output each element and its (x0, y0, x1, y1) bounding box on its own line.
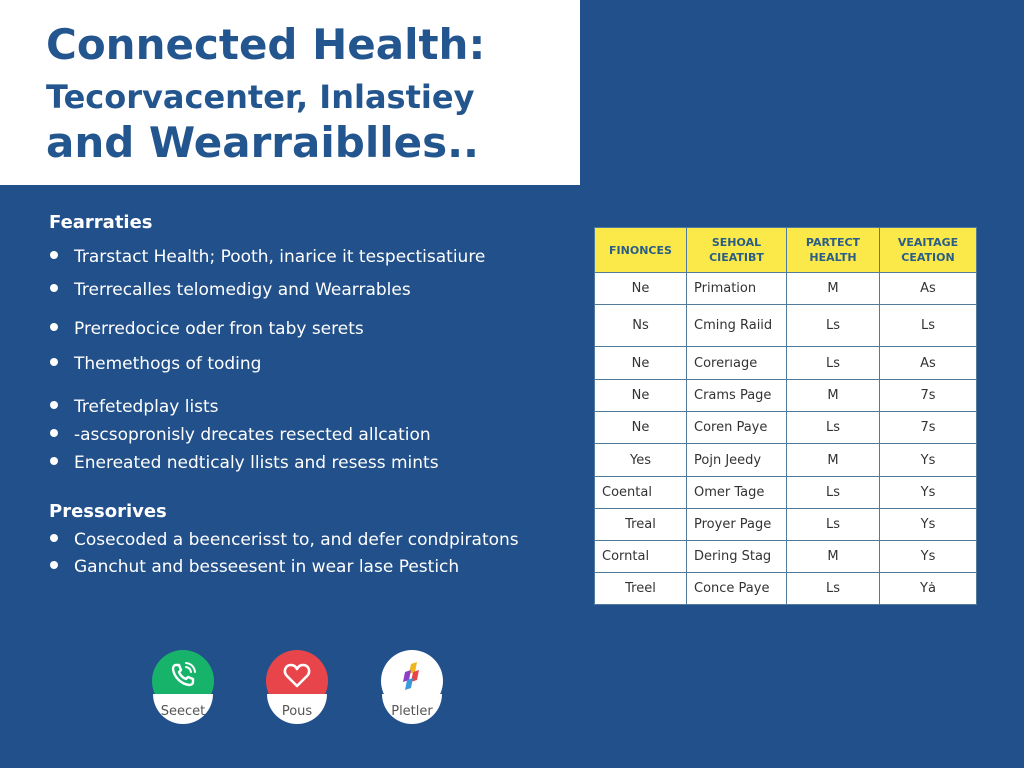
table-cell: Conce Paye (687, 573, 787, 605)
title-panel (0, 0, 580, 185)
bullet-icon (50, 429, 58, 437)
phone-app-button[interactable] (151, 650, 215, 728)
table-cell: Ne (595, 412, 687, 444)
table-cell: M (787, 273, 880, 305)
table-row (595, 305, 977, 347)
table-cell: Coental (595, 477, 687, 509)
feature-item: Themethogs of toding (50, 354, 261, 374)
table-cell: Crams Page (687, 380, 787, 412)
heart-icon (282, 660, 312, 690)
feature-item: Trefetedplay lists (50, 397, 219, 417)
page-title: Connected Health: (46, 20, 486, 69)
table-cell: Ne (595, 273, 687, 305)
heart-app-button[interactable] (265, 650, 329, 728)
app-label: Seecet (153, 694, 213, 724)
table-cell: Proyer Page (687, 509, 787, 541)
feature-item: Prerredocice oder fron taby serets (50, 319, 364, 339)
bullet-icon (50, 561, 58, 569)
wearable-icon (397, 660, 427, 694)
table-row (595, 347, 977, 380)
table-cell: Ls (880, 305, 977, 347)
table-cell: Ns (595, 305, 687, 347)
table-cell: Ls (787, 477, 880, 509)
table-header-row (595, 228, 977, 273)
table-cell: Ys (880, 509, 977, 541)
table-cell: Ls (787, 305, 880, 347)
bullet-icon (50, 323, 58, 331)
table-cell: Ys (880, 541, 977, 573)
table-row (595, 380, 977, 412)
table-cell: Pojn Jeedy (687, 444, 787, 477)
table-cell: M (787, 380, 880, 412)
table-cell: 7s (880, 380, 977, 412)
table-cell: Ys (880, 444, 977, 477)
table-cell: Corntal (595, 541, 687, 573)
table-row (595, 573, 977, 605)
comparison-table (594, 227, 977, 605)
table-cell: As (880, 347, 977, 380)
pressorives-item: Cosecoded a beencerisst to, and defer condpiratons (50, 530, 519, 550)
table-cell: Corerıage (687, 347, 787, 380)
feature-item: Trerrecalles telomedigy and Wearrables (50, 280, 411, 300)
phone-icon (168, 660, 198, 690)
pressorives-item: Ganchut and besseesent in wear lase Pestich (50, 557, 459, 577)
page-title-line-3: and Wearraiblles.. (46, 118, 480, 167)
pressorives-heading: Pressorives (49, 501, 167, 522)
table-cell: Dering Stag (687, 541, 787, 573)
table-cell: Yȧ (880, 573, 977, 605)
bullet-icon (50, 401, 58, 409)
table-cell: Omer Tage (687, 477, 787, 509)
table-cell: Yes (595, 444, 687, 477)
table-cell: Cming Raiid (687, 305, 787, 347)
table-row (595, 444, 977, 477)
table-cell: Primation (687, 273, 787, 305)
table-row (595, 541, 977, 573)
table-cell: Ls (787, 347, 880, 380)
app-label: Pletler (382, 694, 442, 724)
table-cell: Coren Paye (687, 412, 787, 444)
table-cell: As (880, 273, 977, 305)
table-row (595, 509, 977, 541)
table-cell: M (787, 444, 880, 477)
page-subtitle: Tecorvacenter, Inlastiey (46, 78, 475, 116)
table-cell: M (787, 541, 880, 573)
table-cell: Ne (595, 347, 687, 380)
bullet-icon (50, 457, 58, 465)
feature-item: -ascsopronisly drecates resected allcation (50, 425, 431, 445)
table-cell: Treel (595, 573, 687, 605)
feature-item: Trarstact Health; Pooth, inarice it tespectisatiure (50, 247, 485, 267)
table-header: VEAITAGE CEATION (880, 228, 977, 273)
features-heading: Fearraties (49, 212, 153, 233)
app-label: Pous (267, 694, 327, 724)
table-cell: Ls (787, 412, 880, 444)
bullet-icon (50, 534, 58, 542)
table-header: FINONCES (595, 228, 687, 273)
table-header: PARTECT HEALTH (787, 228, 880, 273)
table-row (595, 477, 977, 509)
table-cell: Treal (595, 509, 687, 541)
table-cell: Ne (595, 380, 687, 412)
bullet-icon (50, 358, 58, 366)
bullet-icon (50, 284, 58, 292)
table-row (595, 412, 977, 444)
table-cell: Ls (787, 573, 880, 605)
feature-item: Enereated nedticaly llists and resess mints (50, 453, 439, 473)
table-header: SEHOAL CIEATIBT (687, 228, 787, 273)
table-cell: Ls (787, 509, 880, 541)
table-cell: Ys (880, 477, 977, 509)
wearable-app-button[interactable] (380, 650, 444, 728)
table-row (595, 273, 977, 305)
table-cell: 7s (880, 412, 977, 444)
bullet-icon (50, 251, 58, 259)
